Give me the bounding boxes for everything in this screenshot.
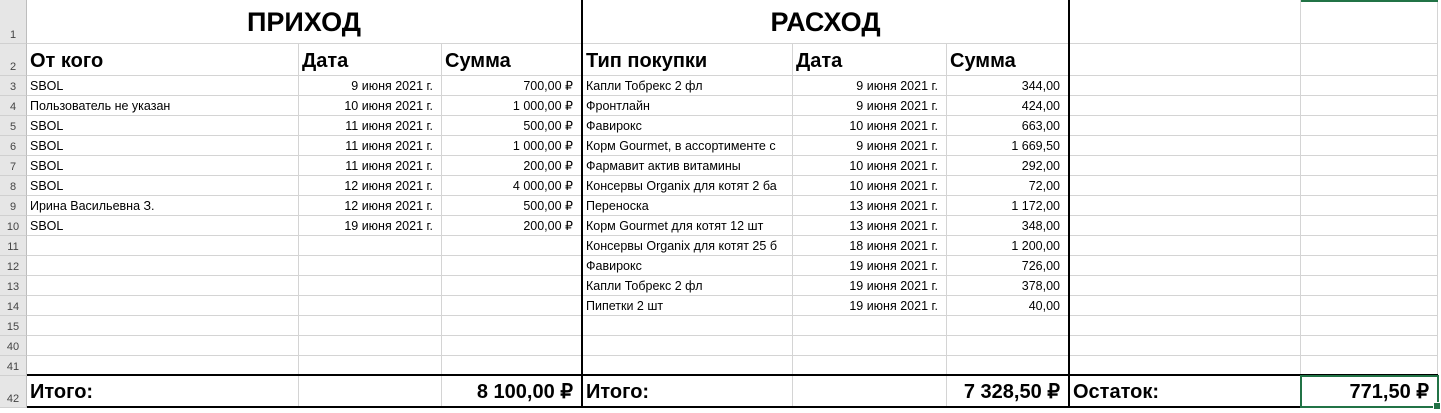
section-divider xyxy=(581,0,583,408)
income-date-cell[interactable]: 9 июня 2021 г. xyxy=(299,76,442,96)
income-header-date: Дата xyxy=(299,44,442,76)
grid-cell[interactable] xyxy=(793,336,947,356)
grid-cell[interactable] xyxy=(1070,216,1301,236)
grid-cell[interactable] xyxy=(1301,116,1438,136)
expense-sum-cell[interactable]: 726,00 xyxy=(947,256,1069,276)
expense-type-cell[interactable]: Переноска xyxy=(583,196,793,216)
expense-type-cell[interactable]: Пипетки 2 шт xyxy=(583,296,793,316)
income-header-from: От кого xyxy=(27,44,299,76)
expense-date-cell[interactable]: 13 июня 2021 г. xyxy=(793,216,947,236)
income-date-cell[interactable]: 12 июня 2021 г. xyxy=(299,176,442,196)
grid-cell[interactable] xyxy=(1070,116,1301,136)
income-from-cell[interactable]: SBOL xyxy=(27,156,299,176)
grid-cell[interactable] xyxy=(27,316,299,336)
income-date-cell[interactable]: 11 июня 2021 г. xyxy=(299,156,442,176)
grid-cell[interactable] xyxy=(27,236,299,256)
grid-cell[interactable] xyxy=(1070,356,1301,376)
expense-type-cell[interactable]: Фронтлайн xyxy=(583,96,793,116)
grid-cell[interactable] xyxy=(1301,356,1438,376)
grid-cell[interactable] xyxy=(299,276,442,296)
grid-cell[interactable] xyxy=(1070,96,1301,116)
expense-header-type: Тип покупки xyxy=(583,44,793,76)
grid-cell[interactable] xyxy=(442,336,582,356)
expense-date-cell[interactable]: 9 июня 2021 г. xyxy=(793,96,947,116)
expense-sum-cell[interactable]: 1 669,50 xyxy=(947,136,1069,156)
row-header[interactable]: 13 xyxy=(0,276,27,296)
grid-cell[interactable] xyxy=(793,356,947,376)
grid-cell[interactable] xyxy=(1301,156,1438,176)
grid-cell[interactable] xyxy=(442,256,582,276)
row-header[interactable]: 42 xyxy=(0,376,27,408)
expense-title: РАСХОД xyxy=(583,0,1069,44)
expense-header-date: Дата xyxy=(793,44,947,76)
grid-cell[interactable] xyxy=(299,356,442,376)
grid-cell[interactable] xyxy=(583,356,793,376)
grid-cell[interactable] xyxy=(1301,316,1438,336)
grid-cell[interactable] xyxy=(299,376,442,408)
totals-top-border xyxy=(27,374,1438,376)
income-date-cell[interactable]: 11 июня 2021 г. xyxy=(299,136,442,156)
grid-cell[interactable] xyxy=(1301,196,1438,216)
grid-cell[interactable] xyxy=(1301,256,1438,276)
expense-type-cell[interactable]: Консервы Organix для котят 2 ба xyxy=(583,176,793,196)
income-sum-cell[interactable]: 4 000,00 ₽ xyxy=(442,176,582,196)
expense-sum-cell[interactable]: 40,00 xyxy=(947,296,1069,316)
expense-type-cell[interactable]: Корм Gourmet для котят 12 шт xyxy=(583,216,793,236)
expense-date-cell[interactable]: 10 июня 2021 г. xyxy=(793,156,947,176)
grid-cell[interactable] xyxy=(1301,296,1438,316)
grid-cell[interactable] xyxy=(1070,136,1301,156)
balance-label[interactable]: Остаток: xyxy=(1070,376,1301,408)
cell-selection xyxy=(1300,375,1439,408)
grid-cell[interactable] xyxy=(1301,216,1438,236)
income-date-cell[interactable]: 10 июня 2021 г. xyxy=(299,96,442,116)
grid-cell[interactable] xyxy=(1301,236,1438,256)
income-date-cell[interactable]: 12 июня 2021 г. xyxy=(299,196,442,216)
row-header[interactable]: 6 xyxy=(0,136,27,156)
grid-cell[interactable] xyxy=(299,336,442,356)
grid-cell[interactable] xyxy=(947,356,1069,376)
grid-cell[interactable] xyxy=(27,256,299,276)
grid-cell[interactable] xyxy=(1070,276,1301,296)
income-total-label[interactable]: Итого: xyxy=(27,376,299,408)
income-date-cell[interactable]: 19 июня 2021 г. xyxy=(299,216,442,236)
row-header[interactable]: 2 xyxy=(0,44,27,76)
expense-date-cell[interactable]: 19 июня 2021 г. xyxy=(793,296,947,316)
grid-cell[interactable] xyxy=(1070,0,1301,44)
grid-cell[interactable] xyxy=(1070,44,1301,76)
section-divider xyxy=(1068,0,1070,408)
grid-cell[interactable] xyxy=(1301,336,1438,356)
income-sum-cell[interactable]: 1 000,00 ₽ xyxy=(442,96,582,116)
row-header[interactable]: 41 xyxy=(0,356,27,376)
expense-type-cell[interactable]: Капли Тобрекс 2 фл xyxy=(583,76,793,96)
expense-sum-cell[interactable]: 424,00 xyxy=(947,96,1069,116)
expense-date-cell[interactable]: 13 июня 2021 г. xyxy=(793,196,947,216)
income-sum-cell[interactable]: 700,00 ₽ xyxy=(442,76,582,96)
grid-cell[interactable] xyxy=(1070,196,1301,216)
row-header[interactable]: 8 xyxy=(0,176,27,196)
income-from-cell[interactable]: SBOL xyxy=(27,136,299,156)
row-header[interactable]: 40 xyxy=(0,336,27,356)
row-header[interactable]: 5 xyxy=(0,116,27,136)
row-header[interactable]: 3 xyxy=(0,76,27,96)
expense-date-cell[interactable]: 19 июня 2021 г. xyxy=(793,276,947,296)
expense-total-value[interactable]: 7 328,50 ₽ xyxy=(947,376,1069,408)
grid-cell[interactable] xyxy=(1070,336,1301,356)
grid-cell[interactable] xyxy=(1301,0,1438,44)
grid-cell[interactable] xyxy=(583,336,793,356)
income-sum-cell[interactable]: 1 000,00 ₽ xyxy=(442,136,582,156)
grid-cell[interactable] xyxy=(1070,256,1301,276)
expense-sum-cell[interactable]: 72,00 xyxy=(947,176,1069,196)
grid-cell[interactable] xyxy=(1070,76,1301,96)
income-title: ПРИХОД xyxy=(27,0,582,44)
expense-header-sum: Сумма xyxy=(947,44,1069,76)
expense-sum-cell[interactable]: 344,00 xyxy=(947,76,1069,96)
expense-type-cell[interactable]: Фармавит актив витамины xyxy=(583,156,793,176)
grid-cell[interactable] xyxy=(442,296,582,316)
grid-cell[interactable] xyxy=(793,376,947,408)
row-header[interactable]: 7 xyxy=(0,156,27,176)
balance-value[interactable]: 771,50 ₽ xyxy=(1301,376,1438,408)
expense-date-cell[interactable]: 10 июня 2021 г. xyxy=(793,176,947,196)
grid-cell[interactable] xyxy=(442,356,582,376)
grid-cell[interactable] xyxy=(583,316,793,336)
expense-sum-cell[interactable]: 292,00 xyxy=(947,156,1069,176)
income-from-cell[interactable]: SBOL xyxy=(27,216,299,236)
expense-sum-cell[interactable]: 348,00 xyxy=(947,216,1069,236)
grid-cell[interactable] xyxy=(299,256,442,276)
expense-date-cell[interactable]: 19 июня 2021 г. xyxy=(793,256,947,276)
income-header-sum: Сумма xyxy=(442,44,582,76)
expense-date-cell[interactable]: 18 июня 2021 г. xyxy=(793,236,947,256)
row-header[interactable]: 1 xyxy=(0,0,27,44)
grid-cell[interactable] xyxy=(442,316,582,336)
row-header[interactable]: 9 xyxy=(0,196,27,216)
grid-cell[interactable] xyxy=(1070,176,1301,196)
grid-cell[interactable] xyxy=(442,236,582,256)
expense-type-cell[interactable]: Фавирокс xyxy=(583,116,793,136)
expense-type-cell[interactable]: Корм Gourmet, в ассортименте с xyxy=(583,136,793,156)
grid-cell[interactable] xyxy=(27,276,299,296)
grid-cell[interactable] xyxy=(27,356,299,376)
grid-cell[interactable] xyxy=(442,276,582,296)
selection-fill-handle[interactable] xyxy=(1433,402,1441,410)
grid-cell[interactable] xyxy=(1070,236,1301,256)
income-from-cell[interactable]: Пользователь не указан xyxy=(27,96,299,116)
expense-date-cell[interactable]: 9 июня 2021 г. xyxy=(793,136,947,156)
income-total-value[interactable]: 8 100,00 ₽ xyxy=(442,376,582,408)
row-header[interactable]: 4 xyxy=(0,96,27,116)
expense-sum-cell[interactable]: 378,00 xyxy=(947,276,1069,296)
expense-total-label[interactable]: Итого: xyxy=(583,376,793,408)
grid-cell[interactable] xyxy=(1301,136,1438,156)
row-header[interactable]: 15 xyxy=(0,316,27,336)
expense-date-cell[interactable]: 9 июня 2021 г. xyxy=(793,76,947,96)
income-from-cell[interactable]: Ирина Васильевна З. xyxy=(27,196,299,216)
selected-column-indicator xyxy=(1301,0,1438,2)
grid-cell[interactable] xyxy=(1070,156,1301,176)
grid-cell[interactable] xyxy=(299,296,442,316)
grid-cell[interactable] xyxy=(1301,176,1438,196)
grid-cell[interactable] xyxy=(1070,316,1301,336)
income-from-cell[interactable]: SBOL xyxy=(27,76,299,96)
income-sum-cell[interactable]: 200,00 ₽ xyxy=(442,156,582,176)
income-sum-cell[interactable]: 500,00 ₽ xyxy=(442,116,582,136)
expense-type-cell[interactable]: Капли Тобрекс 2 фл xyxy=(583,276,793,296)
row-header[interactable]: 11 xyxy=(0,236,27,256)
totals-bottom-border xyxy=(27,406,1438,408)
grid-cell[interactable] xyxy=(299,236,442,256)
grid-cell[interactable] xyxy=(1301,44,1438,76)
grid-cell[interactable] xyxy=(1070,296,1301,316)
expense-sum-cell[interactable]: 663,00 xyxy=(947,116,1069,136)
grid-cell[interactable] xyxy=(27,296,299,316)
expense-date-cell[interactable]: 10 июня 2021 г. xyxy=(793,116,947,136)
expense-sum-cell[interactable]: 1 200,00 xyxy=(947,236,1069,256)
grid-cell[interactable] xyxy=(947,316,1069,336)
grid-cell[interactable] xyxy=(27,336,299,356)
grid-cell[interactable] xyxy=(299,316,442,336)
income-sum-cell[interactable]: 200,00 ₽ xyxy=(442,216,582,236)
row-header[interactable]: 12 xyxy=(0,256,27,276)
row-header[interactable]: 14 xyxy=(0,296,27,316)
expense-type-cell[interactable]: Консервы Organix для котят 25 б xyxy=(583,236,793,256)
row-header[interactable]: 10 xyxy=(0,216,27,236)
grid-cell[interactable] xyxy=(947,336,1069,356)
expense-sum-cell[interactable]: 1 172,00 xyxy=(947,196,1069,216)
income-from-cell[interactable]: SBOL xyxy=(27,176,299,196)
grid-cell[interactable] xyxy=(1301,76,1438,96)
income-sum-cell[interactable]: 500,00 ₽ xyxy=(442,196,582,216)
grid-cell[interactable] xyxy=(1301,276,1438,296)
expense-type-cell[interactable]: Фавирокс xyxy=(583,256,793,276)
grid-cell[interactable] xyxy=(793,316,947,336)
grid-cell[interactable] xyxy=(1301,96,1438,116)
income-date-cell[interactable]: 11 июня 2021 г. xyxy=(299,116,442,136)
income-from-cell[interactable]: SBOL xyxy=(27,116,299,136)
